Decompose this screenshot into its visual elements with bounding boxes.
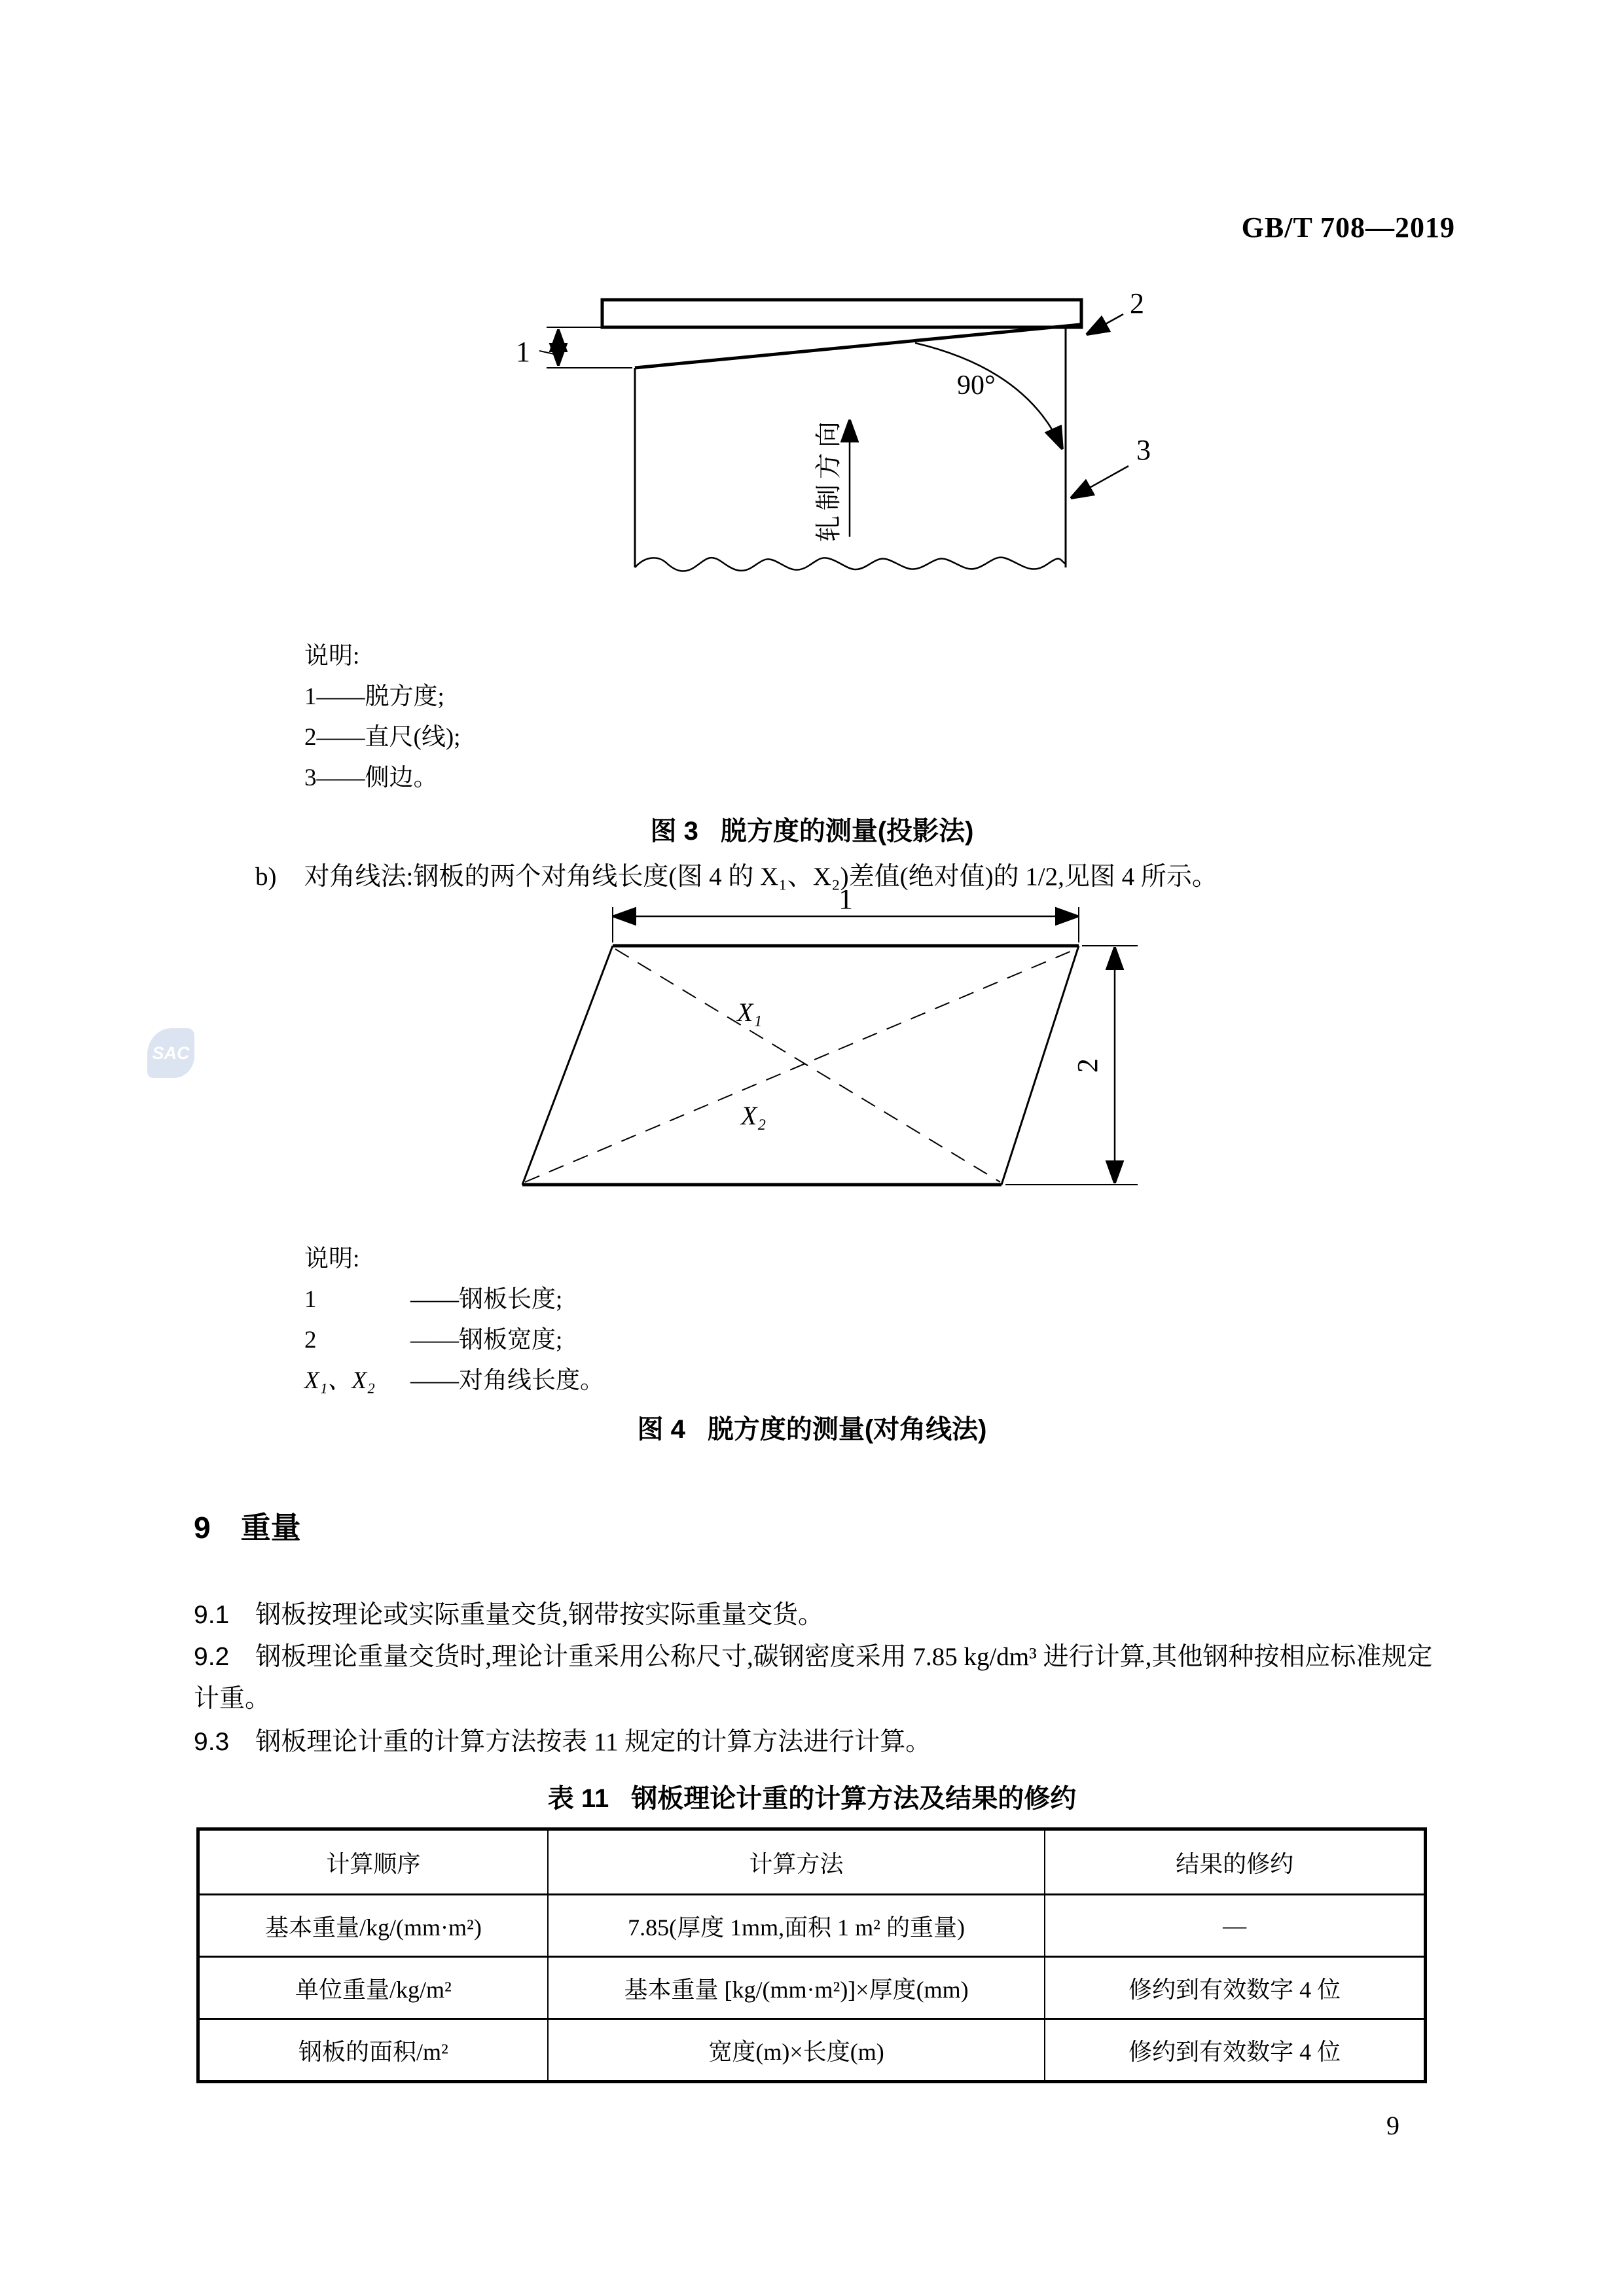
table-cell: 宽度(m)×长度(m) [548,2019,1045,2082]
plate-top-edge [635,325,1080,368]
clause-9-1 [194,1594,1437,1636]
table-row [198,1957,1426,2019]
table-cell: — [1045,1895,1425,1957]
legend-term: 1 [304,1286,317,1313]
legend-def: ——对角线长度。 [410,1367,604,1394]
clause-b-marker: b) [255,863,277,891]
legend-def: ——钢板宽度; [410,1327,563,1354]
figure3-drawing [511,281,1191,583]
table11-caption [0,1778,1624,1815]
clause-9-3 [194,1721,1437,1763]
plate-right-edge [1001,946,1079,1185]
table-cell: 修约到有效数字 4 位 [1045,1957,1425,2019]
table-11 [196,1827,1427,2083]
diagonal-x1 [615,949,1000,1182]
angle-90-label: 90° [957,370,996,401]
legend-def: ——钢板长度; [410,1286,563,1313]
fig4-label-1: 1 [839,890,853,915]
table-row [198,2019,1426,2082]
section-9-heading [194,1504,301,1547]
column-header: 计算顺序 [198,1829,548,1895]
table-row [198,1895,1426,1957]
diagonal-x2 [525,949,1076,1182]
figure3-caption [0,810,1624,848]
leader-3 [1072,466,1128,497]
plate-break-line [635,558,1066,571]
section-number: 9 [194,1511,211,1545]
table-header-row [198,1829,1426,1895]
legend-item: 3——侧边。 [304,764,438,791]
x1-label: X₁ [737,997,763,1027]
leader-2 [1088,314,1123,334]
figure4-caption-title: 脱方度的测量(对角线法) [707,1415,987,1444]
table-cell: 钢板的面积/m² [198,2019,548,2082]
table11-caption-title: 钢板理论计重的计算方法及结果的修约 [631,1784,1077,1813]
figure3-caption-label: 图 3 [650,817,698,846]
legend-item [304,1280,604,1320]
legend-item [304,1320,604,1361]
fig3-label-3: 3 [1136,434,1151,466]
ruler-rect [602,300,1081,327]
leader-1 [539,351,557,355]
clause-number: 9.2 [194,1643,230,1671]
figure4-drawing [497,890,1296,1217]
figure3-legend [304,636,460,798]
figure4-caption-label: 图 4 [637,1415,685,1444]
fig3-label-1: 1 [516,336,530,368]
figure3-caption-title: 脱方度的测量(投影法) [720,817,974,846]
plate-left-edge [522,946,613,1185]
clause-b-text: 对角线法:钢板的两个对角线长度(图 4 的 X₁、X₂)差值(绝对值)的 1/2,见图 4 所示。 [304,863,1218,891]
doc-number: GB/T 708—2019 [1241,211,1455,243]
figure4-legend [304,1239,604,1401]
table11-caption-label: 表 11 [547,1784,609,1813]
fig4-label-2: 2 [1072,1058,1104,1073]
table-cell: 修约到有效数字 4 位 [1045,2019,1425,2082]
column-header: 计算方法 [548,1829,1045,1895]
figure4-caption [0,1408,1624,1446]
legend-term: X₁、X₂ [304,1367,375,1394]
section-title: 重量 [240,1511,301,1545]
table-cell: 7.85(厚度 1mm,面积 1 m² 的重量) [548,1895,1045,1957]
rolling-direction-label: 轧制方向 [814,416,843,542]
clause-text: 钢板按理论或实际重量交货,钢带按实际重量交货。 [255,1601,823,1629]
legend-title: 说明: [304,643,360,670]
table-cell: 单位重量/kg/m² [198,1957,548,2019]
legend-item: 1——脱方度; [304,683,444,710]
table-cell: 基本重量 [kg/(mm·m²)]×厚度(mm) [548,1957,1045,2019]
sac-watermark-text: SAC [152,1043,190,1063]
clause-9-2 [194,1636,1437,1720]
x2-label: X₂ [741,1101,767,1130]
clause-text: 钢板理论重量交货时,理论计重采用公称尺寸,碳钢密度采用 7.85 kg/dm³ 进行计算,其他钢种按相应标准规定计重。 [194,1643,1433,1713]
column-header: 结果的修约 [1045,1829,1425,1895]
sac-watermark-logo [147,1028,194,1078]
clause-number: 9.1 [194,1601,230,1629]
clause-text: 钢板理论计重的计算方法按表 11 规定的计算方法进行计算。 [255,1728,931,1756]
page-number: 9 [1386,2111,1399,2140]
clause-number: 9.3 [194,1728,230,1756]
legend-term: 2 [304,1327,317,1354]
legend-item: 2——直尺(线); [304,724,461,751]
fig3-label-2: 2 [1130,287,1144,319]
legend-item [304,1361,604,1401]
table-cell: 基本重量/kg/(mm·m²) [198,1895,548,1957]
legend-title: 说明: [304,1246,360,1272]
